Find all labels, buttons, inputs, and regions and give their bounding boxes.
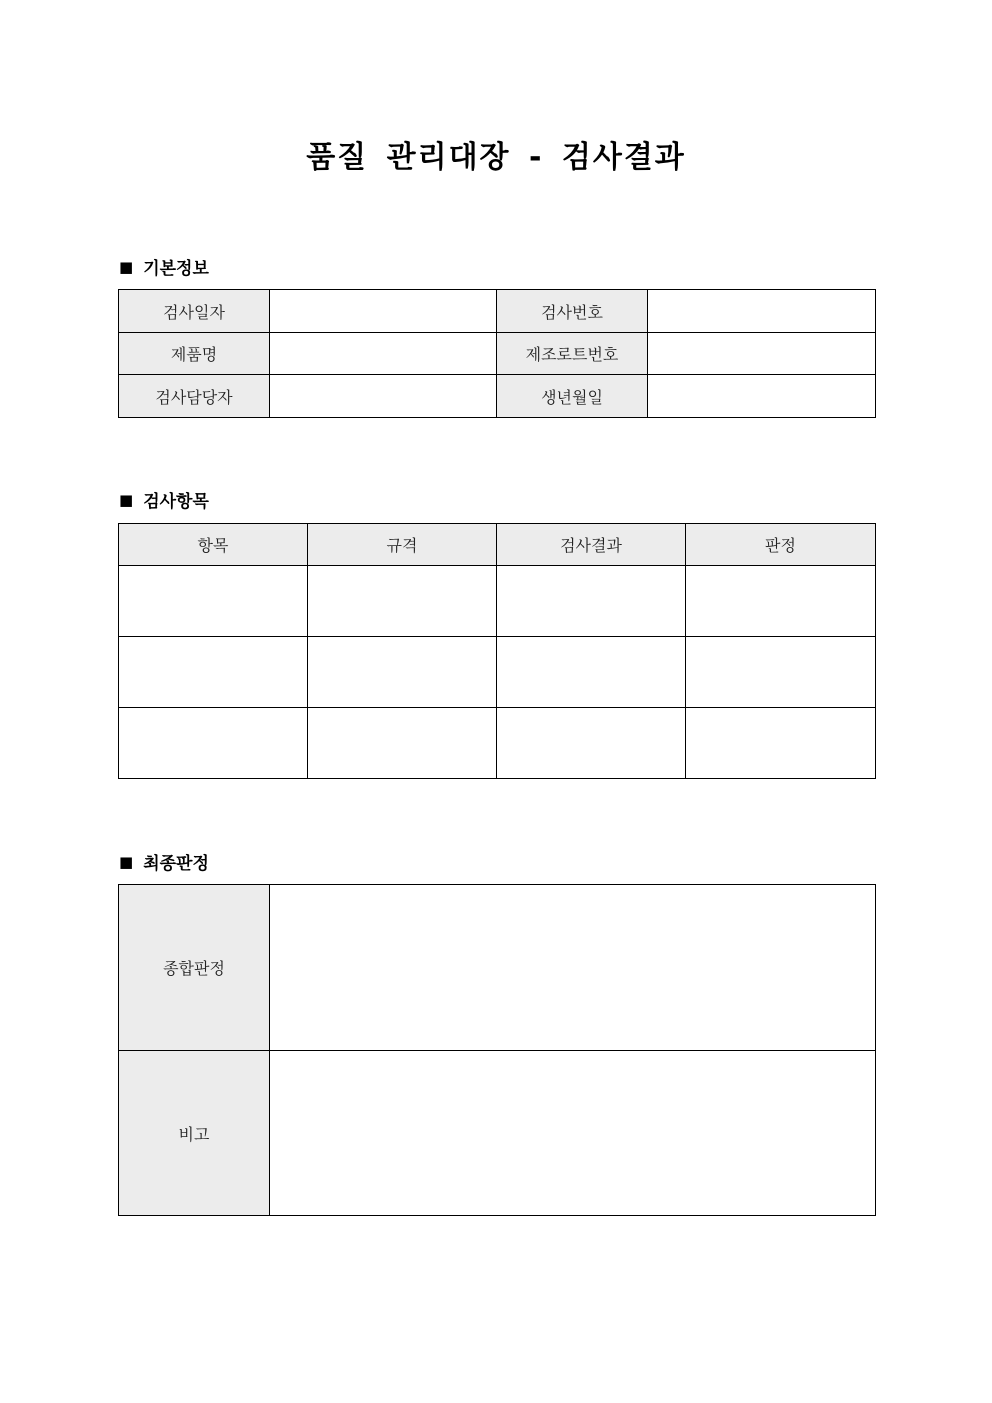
remarks-label: 비고 <box>119 1051 270 1216</box>
judgment-cell[interactable] <box>686 566 876 637</box>
item-cell[interactable] <box>119 566 308 637</box>
inspection-items-table <box>118 523 876 779</box>
basic-info-table <box>118 289 876 418</box>
spec-cell[interactable] <box>308 708 497 779</box>
table-row <box>119 566 876 637</box>
section-heading-final-judgment <box>119 849 209 874</box>
result-cell[interactable] <box>497 566 686 637</box>
table-row <box>119 708 876 779</box>
overall-judgment-label: 종합판정 <box>119 885 270 1051</box>
table-row <box>119 1051 876 1216</box>
final-judgment-table <box>118 884 876 1216</box>
inspector-label: 검사담당자 <box>119 375 270 418</box>
table-row <box>119 333 876 375</box>
overall-judgment-field[interactable] <box>270 885 876 1051</box>
remarks-field[interactable] <box>270 1051 876 1216</box>
section-heading-inspection-items <box>119 487 209 512</box>
inspector-field[interactable] <box>270 375 497 418</box>
inspection-date-field[interactable] <box>270 290 497 333</box>
table-row <box>119 885 876 1051</box>
square-bullet-icon: ■ <box>119 852 134 871</box>
lot-number-label: 제조로트번호 <box>497 333 648 375</box>
table-row <box>119 375 876 418</box>
inspection-date-label: 검사일자 <box>119 290 270 333</box>
birth-date-label: 생년월일 <box>497 375 648 418</box>
item-cell[interactable] <box>119 637 308 708</box>
result-cell[interactable] <box>497 708 686 779</box>
column-header-spec: 규격 <box>308 524 497 566</box>
table-header-row <box>119 524 876 566</box>
section-title: 기본정보 <box>143 259 209 279</box>
spec-cell[interactable] <box>308 637 497 708</box>
birth-date-field[interactable] <box>648 375 876 418</box>
column-header-item: 항목 <box>119 524 308 566</box>
column-header-result: 검사결과 <box>497 524 686 566</box>
inspection-number-label: 검사번호 <box>497 290 648 333</box>
section-title: 최종판정 <box>143 854 209 874</box>
column-header-judgment: 판정 <box>686 524 876 566</box>
square-bullet-icon: ■ <box>119 257 134 276</box>
product-name-label: 제품명 <box>119 333 270 375</box>
document-title: 품질 관리대장 - 검사결과 <box>306 140 686 175</box>
result-cell[interactable] <box>497 637 686 708</box>
table-row <box>119 290 876 333</box>
square-bullet-icon: ■ <box>119 490 134 509</box>
section-heading-basic-info <box>119 254 209 279</box>
spec-cell[interactable] <box>308 566 497 637</box>
lot-number-field[interactable] <box>648 333 876 375</box>
table-row <box>119 637 876 708</box>
judgment-cell[interactable] <box>686 637 876 708</box>
product-name-field[interactable] <box>270 333 497 375</box>
item-cell[interactable] <box>119 708 308 779</box>
inspection-number-field[interactable] <box>648 290 876 333</box>
judgment-cell[interactable] <box>686 708 876 779</box>
section-title: 검사항목 <box>143 492 209 512</box>
